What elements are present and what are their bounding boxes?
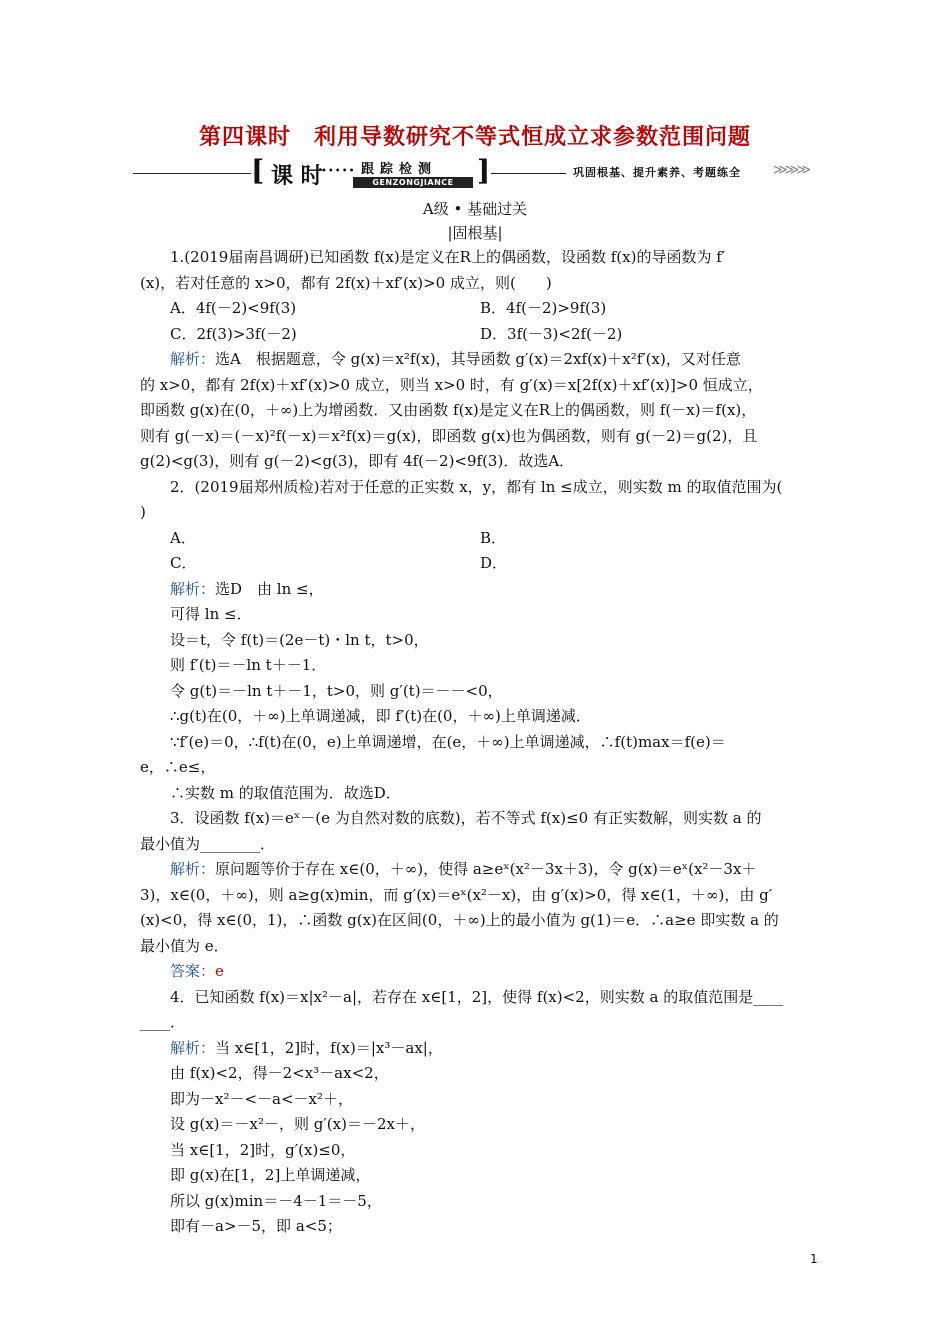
text-line xyxy=(140,781,816,807)
text-line xyxy=(140,347,816,373)
text-line xyxy=(140,806,816,832)
line-label: 解析： xyxy=(170,860,216,878)
level-heading: A级 • 基础过关 xyxy=(422,200,528,218)
text-line xyxy=(140,628,816,654)
text-line xyxy=(140,985,816,1011)
text-line xyxy=(140,1163,816,1189)
text-line xyxy=(140,1138,816,1164)
line-text: 则 f′(t)＝－ln t＋－1． xyxy=(170,656,327,674)
text-line xyxy=(140,373,816,399)
banner-slogan: 巩固根基、提升素养、考题练全 xyxy=(573,166,741,179)
line-text: ) xyxy=(140,503,146,521)
line-text: (x)，若对任意的 x>0，都有 2f(x)＋xf′(x)>0 成立，则( ) xyxy=(140,273,552,292)
option-b: B．4f(－2)>9f(3) xyxy=(480,299,607,317)
option-a: A．4f(－2)<9f(3) xyxy=(170,299,297,317)
line-text: e xyxy=(215,962,224,980)
banner-keshi: 课 时 xyxy=(271,164,323,189)
text-line xyxy=(140,1214,816,1240)
banner-logo-cn: 跟踪检测 xyxy=(361,162,438,177)
line-text: g(2)<g(3)，则有 g(－2)<g(3)，即有 4f(－2)<9f(3)．故选A． xyxy=(140,452,575,470)
line-text: 令 g(t)＝－ln t＋－1，t>0，则 g′(t)＝－－<0， xyxy=(170,681,503,700)
line-text: 所以 g(x)min＝－4－1＝－5， xyxy=(170,1191,382,1210)
option-b: D． xyxy=(480,554,508,572)
text-line xyxy=(140,653,816,679)
text-line xyxy=(140,398,816,424)
banner-logo xyxy=(353,160,473,188)
page-title: 第四课时 利用导数研究不等式恒成立求参数范围问题 xyxy=(198,125,751,150)
banner-bracket-left: [ xyxy=(251,154,265,187)
line-text: 即为－x²－<－a<－x²＋， xyxy=(170,1089,354,1108)
line-text: 则有 g(－x)＝(－x)²f(－x)＝x²f(x)＝g(x)，即函数 g(x)也为偶函数，则有 g(－2)＝g(2)，且 xyxy=(140,426,758,445)
text-line xyxy=(140,857,816,883)
option-b: B． xyxy=(480,528,507,547)
option-a: A． xyxy=(170,528,196,547)
text-line xyxy=(140,1189,816,1215)
text-line xyxy=(140,704,816,730)
text-line xyxy=(140,1061,816,1087)
line-text: 最小值为________． xyxy=(140,834,276,853)
text-line xyxy=(140,500,816,526)
line-text: 原问题等价于存在 x∈(0，＋∞)，使得 a≥eˣ(x²－3x＋3)，令 g(x)＝eˣ(x²－3x＋ xyxy=(215,860,757,878)
text-line xyxy=(140,959,816,985)
line-label: 解析： xyxy=(170,350,216,368)
document-body xyxy=(140,245,816,1240)
line-text: 设 g(x)＝－x²－，则 g′(x)＝－2x＋， xyxy=(170,1115,425,1133)
page-number: 1 xyxy=(810,1252,818,1266)
line-text: 当 x∈[1，2]时，g′(x)≤0， xyxy=(170,1140,356,1159)
text-line xyxy=(140,449,816,475)
line-text: 选D 由 ln ≤， xyxy=(215,579,324,598)
text-line xyxy=(140,1036,816,1062)
line-text: ∴g(t)在(0，＋∞)上单调递减，即 f′(t)在(0，＋∞)上单调递减． xyxy=(170,707,591,725)
banner-bracket-right: ] xyxy=(477,154,491,187)
text-line xyxy=(140,475,816,501)
line-text: e，∴e≤， xyxy=(140,758,216,776)
sub-heading: |固根基| xyxy=(447,224,503,242)
line-text: 的 x>0，都有 2f(x)＋xf′(x)>0 成立，则当 x>0 时，有 g′(x)＝x[2f(x)＋xf′(x)]>0 恒成立， xyxy=(140,375,763,394)
chevron-right-icon: ≫≫≫ xyxy=(773,162,808,178)
option-a: C．2f(3)>3f(－2) xyxy=(170,324,297,343)
text-line xyxy=(140,908,816,934)
line-text: 即有－a>－5，即 a<5； xyxy=(170,1217,342,1235)
text-line xyxy=(140,602,816,628)
line-text: 3．设函数 f(x)＝eˣ－(e 为自然对数的底数)，若不等式 f(x)≤0 有正实数解，则实数 a 的 xyxy=(170,809,762,827)
text-line xyxy=(140,755,816,781)
line-text: ____． xyxy=(140,1013,186,1031)
line-text: 当 x∈[1，2]时，f(x)＝|x³－ax|， xyxy=(215,1038,443,1057)
text-line xyxy=(140,1087,816,1113)
banner-logo-en: GENZONGJIANCE xyxy=(353,177,473,188)
text-line xyxy=(140,271,816,297)
line-text: ∵f′(e)＝0，∴f(t)在(0，e)上单调递增，在(e，＋∞)上单调递减，∴f(t)max＝f(e)＝ xyxy=(170,732,726,751)
line-label: 解析： xyxy=(170,579,216,598)
option-row xyxy=(140,322,816,348)
text-line xyxy=(140,1010,816,1036)
banner-divider-right xyxy=(491,173,566,174)
line-text: 1.(2019届南昌调研)已知函数 f(x)是定义在R上的偶函数，设函数 f(x)的导函数为 f′ xyxy=(170,248,726,266)
line-text: 2．(2019届郑州质检)若对于任意的正实数 x，y，都有 ln ≤成立，则实数 m 的取值范围为( xyxy=(170,477,783,496)
line-text: 选A 根据题意，令 g(x)＝x²f(x)，其导函数 g′(x)＝2xf(x)＋x²f′(x)，又对任意 xyxy=(215,350,741,368)
section-banner xyxy=(133,154,813,190)
banner-dots: ••••• xyxy=(321,166,356,177)
option-row xyxy=(140,551,816,577)
text-line xyxy=(140,883,816,909)
line-text: 设＝t，令 f(t)＝(2e－t)・ln t，t>0， xyxy=(170,630,429,649)
text-line xyxy=(140,934,816,960)
text-line xyxy=(140,424,816,450)
line-label: 答案： xyxy=(170,962,216,980)
line-text: 即 g(x)在[1，2]上单调递减， xyxy=(170,1166,371,1184)
option-b: D．3f(－3)<2f(－2) xyxy=(480,324,623,343)
text-line xyxy=(140,679,816,705)
option-row xyxy=(140,526,816,552)
line-text: 由 f(x)<2，得－2<x³－ax<2， xyxy=(170,1064,389,1082)
line-text: (x)<0，得 x∈(0，1)，∴函数 g(x)在区间(0，＋∞)上的最小值为 g(1)＝e．∴a≥e 即实数 a 的 xyxy=(140,911,779,929)
line-label: 解析： xyxy=(170,1038,216,1057)
line-text: ∴实数 m 的取值范围为．故选D． xyxy=(170,783,401,802)
banner-divider-left xyxy=(133,173,251,174)
text-line xyxy=(140,730,816,756)
text-line xyxy=(140,577,816,603)
line-text: 4．已知函数 f(x)＝x|x²－a|，若存在 x∈[1，2]，使得 f(x)<2，则实数 a 的取值范围是____ xyxy=(170,987,784,1006)
text-line xyxy=(140,832,816,858)
line-text: 3)，x∈(0，＋∞)，则 a≥g(x)min，而 g′(x)＝eˣ(x²－x)，由 g′(x)>0，得 x∈(1，＋∞)，由 g′ xyxy=(140,885,773,904)
line-text: 最小值为 e． xyxy=(140,936,229,955)
option-row xyxy=(140,296,816,322)
text-line xyxy=(140,1112,816,1138)
option-a: C． xyxy=(170,554,197,572)
line-text: 即函数 g(x)在(0，＋∞)上为增函数．又由函数 f(x)是定义在R上的偶函数，则 f(－x)＝f(x)， xyxy=(140,401,757,419)
line-text: 可得 ln ≤． xyxy=(170,605,252,623)
text-line xyxy=(140,245,816,271)
